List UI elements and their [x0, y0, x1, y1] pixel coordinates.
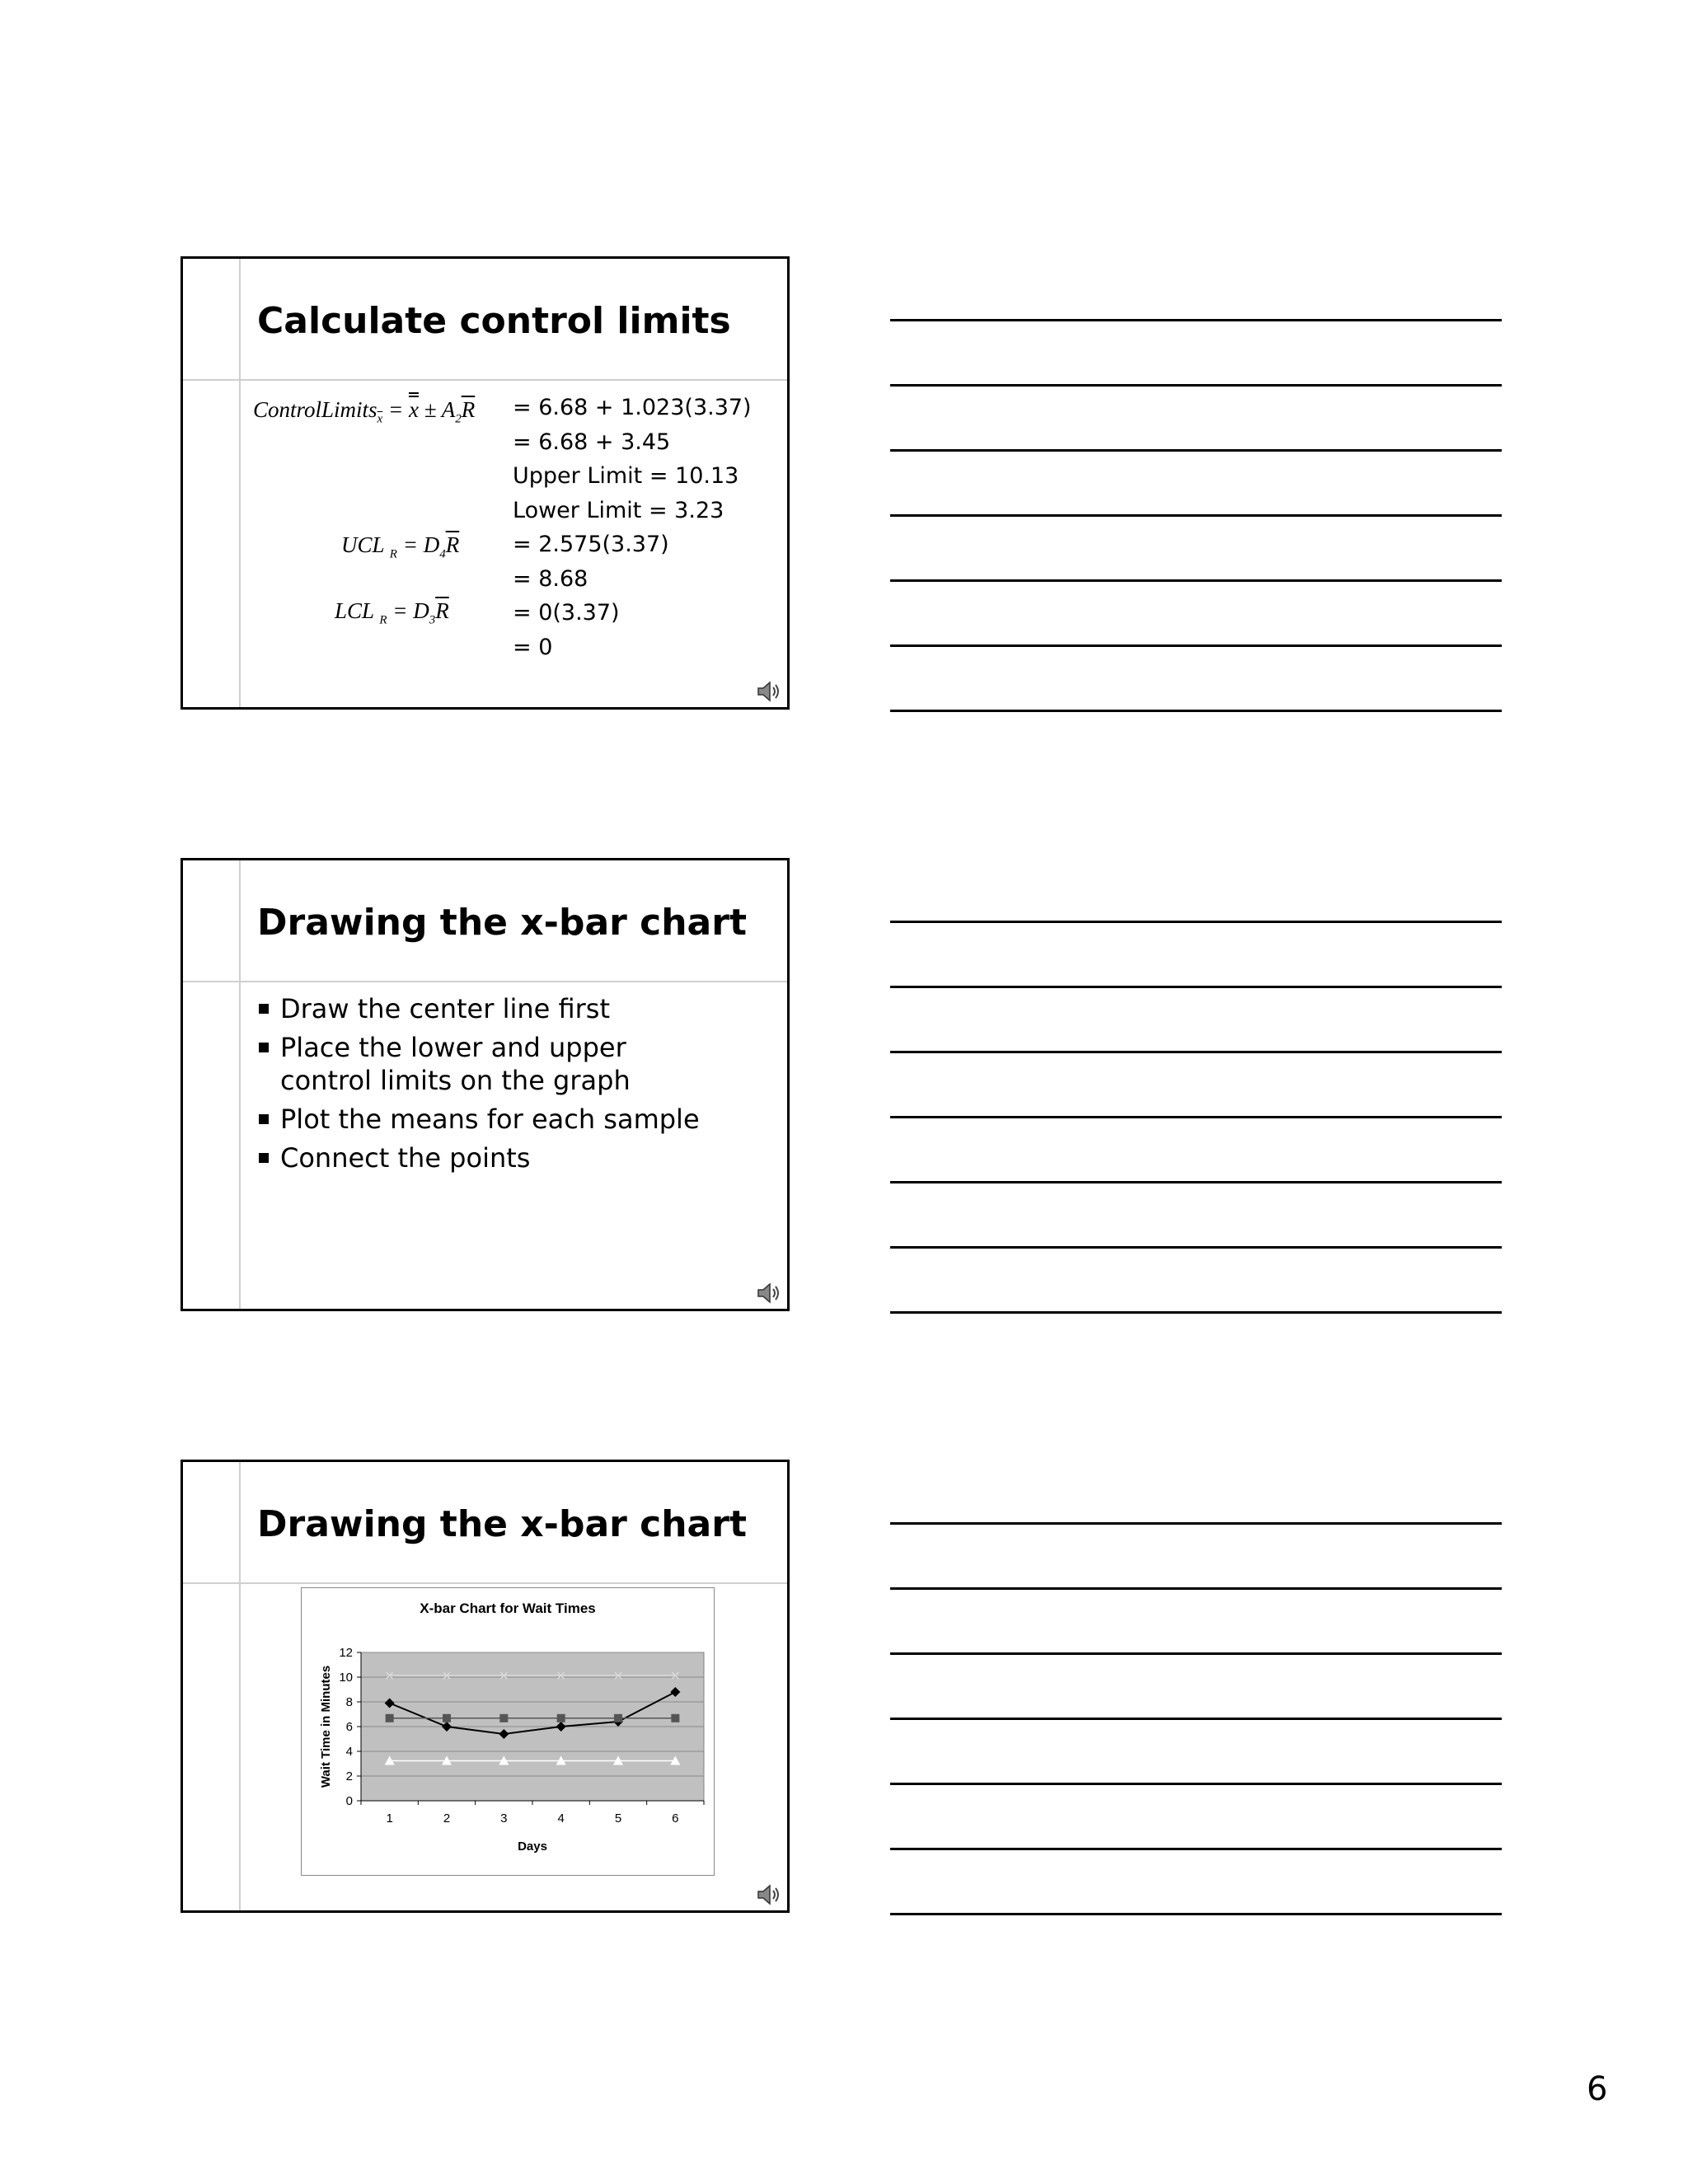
note-line: [890, 1783, 1502, 1785]
note-line: [890, 319, 1502, 321]
data-point: [614, 1714, 622, 1722]
slide-vertical-rule: [239, 1462, 241, 1910]
note-line: [890, 1522, 1502, 1525]
x-tick-label: 4: [557, 1811, 565, 1825]
note-line: [890, 384, 1502, 387]
x-tick-label: 3: [500, 1811, 508, 1825]
note-line: [890, 514, 1502, 517]
y-tick-label: 0: [345, 1794, 353, 1808]
slide-vertical-rule: [239, 259, 241, 707]
note-line: [890, 1718, 1502, 1720]
note-line: [890, 1587, 1502, 1590]
calc-line: = 6.68 + 1.023(3.37): [513, 395, 752, 420]
speaker-icon[interactable]: [756, 1882, 782, 1907]
slide-title: Drawing the x-bar chart: [257, 1503, 747, 1545]
y-tick-label: 8: [345, 1695, 353, 1709]
calc-line: = 2.575(3.37): [513, 532, 669, 557]
xbar-chart: [302, 1588, 714, 1875]
bullet-item: Connect the points: [257, 1141, 725, 1174]
data-point: [386, 1714, 394, 1722]
calc-line: = 0: [513, 634, 553, 660]
x-tick-label: 2: [443, 1811, 451, 1825]
calc-line: Lower Limit = 3.23: [513, 497, 724, 523]
bullet-item: Place the lower and upper control limits on the graph: [257, 1031, 725, 1097]
bullet-item: Draw the center line first: [257, 992, 725, 1025]
y-tick-label: 2: [345, 1769, 353, 1783]
chart-frame: [301, 1587, 715, 1876]
note-line: [890, 579, 1502, 582]
data-point: [671, 1714, 679, 1722]
ucl-r-formula: UCL $_R = D_4\overline{R}$: [341, 532, 460, 561]
x-tick-label: 5: [614, 1811, 622, 1825]
note-line: [890, 1311, 1502, 1314]
slide-title: Calculate control limits: [257, 300, 731, 342]
calc-line: = 0(3.37): [513, 600, 620, 626]
note-line: [890, 1246, 1502, 1249]
note-line: [890, 710, 1502, 712]
x-tick-label: 1: [386, 1811, 393, 1825]
slide-title: Drawing the x-bar chart: [257, 902, 747, 944]
chart-title: X-bar Chart for Wait Times: [420, 1601, 596, 1616]
lcl-r-formula: LCL $_R = D_3\overline{R}$: [335, 598, 449, 627]
slide-horizontal-rule: [183, 1582, 787, 1584]
control-limits-formula: ControlLimits$_{\overline{x}}$ = $x \pm A_2\overline{R}$: [253, 397, 476, 426]
y-tick-label: 4: [345, 1745, 353, 1759]
y-tick-label: 12: [339, 1646, 353, 1660]
note-line: [890, 449, 1502, 452]
y-axis-label: Wait Time in Minutes: [319, 1665, 333, 1788]
x-axis-label: Days: [518, 1840, 547, 1854]
page-number: 6: [1587, 2070, 1608, 2108]
slide-horizontal-rule: [183, 379, 787, 381]
slide-control-limits: [181, 256, 790, 710]
note-line: [890, 1051, 1502, 1053]
calc-line: = 6.68 + 3.45: [513, 429, 671, 455]
y-tick-label: 6: [345, 1720, 353, 1734]
note-line: [890, 1181, 1502, 1183]
speaker-icon[interactable]: [756, 1281, 782, 1305]
calc-line: Upper Limit = 10.13: [513, 463, 739, 489]
x-tick-label: 6: [672, 1811, 679, 1825]
bullet-list: [257, 992, 725, 1180]
bullet-item: Plot the means for each sample: [257, 1103, 725, 1136]
slide-drawing-xbar-steps: [181, 858, 790, 1311]
data-point: [443, 1714, 451, 1722]
slide-vertical-rule: [239, 860, 241, 1309]
note-line: [890, 1913, 1502, 1915]
note-line: [890, 644, 1502, 647]
note-line: [890, 1652, 1502, 1655]
note-line: [890, 1848, 1502, 1850]
calc-line: = 8.68: [513, 565, 588, 592]
data-point: [499, 1714, 508, 1722]
note-line: [890, 921, 1502, 923]
slide-xbar-chart: [181, 1460, 790, 1913]
note-line: [890, 986, 1502, 988]
y-tick-label: 10: [339, 1671, 353, 1685]
calculation-lines: [513, 391, 752, 664]
data-point: [557, 1714, 565, 1722]
note-line: [890, 1116, 1502, 1118]
speaker-icon[interactable]: [756, 679, 782, 704]
slide-horizontal-rule: [183, 981, 787, 982]
